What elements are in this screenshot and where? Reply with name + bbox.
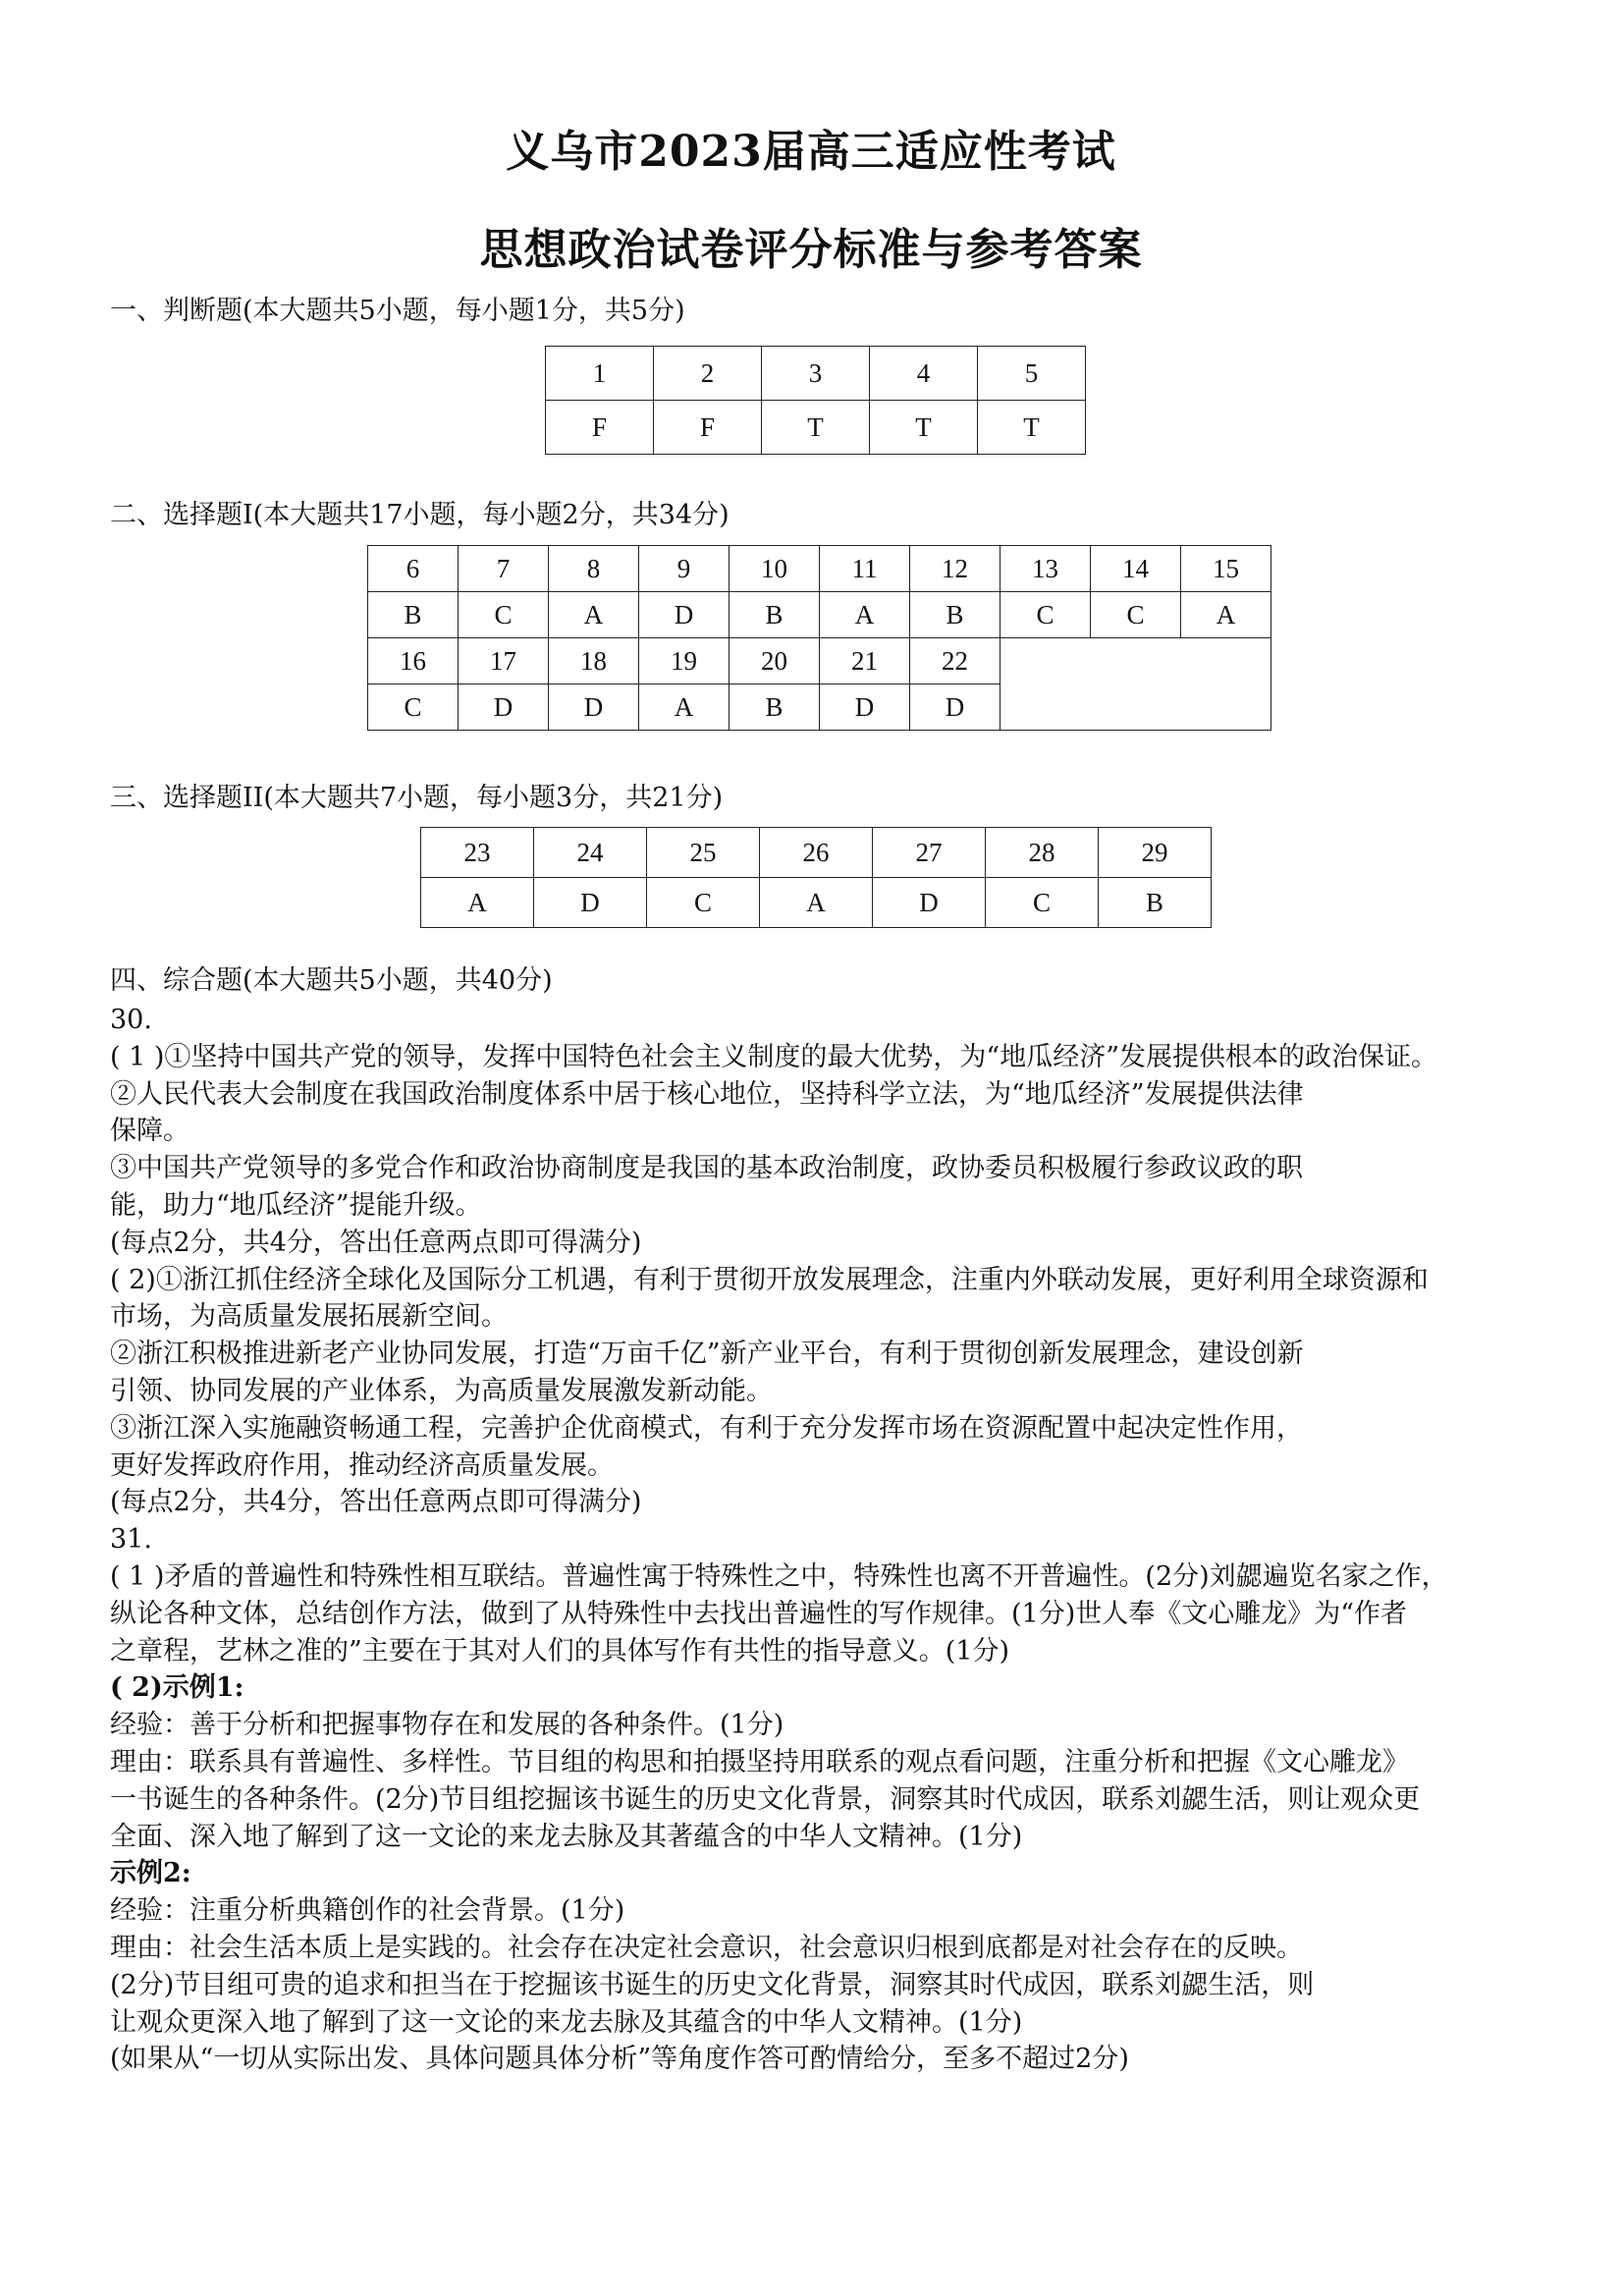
answer-line: 纵论各种文体，总结创作方法，做到了从特殊性中去找出普遍性的写作规律。(1分)世人奉《文心雕龙》为“作者 xyxy=(110,1598,1408,1629)
answer-line: ②人民代表大会制度在我国政治制度体系中居于核心地位，坚持科学立法，为“地瓜经济”发展提供法律 xyxy=(110,1078,1304,1110)
answer-line: 一书诞生的各种条件。(2分)节目组挖掘该书诞生的历史文化背景，洞察其时代成因，联系刘勰生活，则让观众更 xyxy=(110,1783,1421,1815)
example-heading: 示例2: xyxy=(110,1858,191,1889)
choice-2-answer-table xyxy=(420,827,1212,928)
question-number: 11 xyxy=(820,546,910,592)
answer-cell: A xyxy=(549,592,639,638)
answer-cell: T xyxy=(870,401,978,455)
question-number-row xyxy=(421,828,1212,878)
answer-cell: B xyxy=(1099,878,1212,928)
section2-heading: 二、选择题I(本大题共17小题，每小题2分，共34分) xyxy=(110,500,730,530)
question-number: 4 xyxy=(870,347,978,401)
question-number: 12 xyxy=(910,546,1000,592)
answer-cell: T xyxy=(762,401,870,455)
answer-cell: A xyxy=(760,878,873,928)
answer-line: 经验：善于分析和把握事物存在和发展的各种条件。(1分) xyxy=(110,1710,784,1741)
question-number: 6 xyxy=(368,546,459,592)
question-number: 16 xyxy=(368,638,459,684)
question-number: 14 xyxy=(1091,546,1181,592)
answer-cell: C xyxy=(368,684,459,731)
answer-cell: C xyxy=(1000,592,1091,638)
question-number-row xyxy=(546,347,1086,401)
question-number: 19 xyxy=(639,638,730,684)
question-number: 29 xyxy=(1099,828,1212,878)
answer-cell: A xyxy=(421,878,534,928)
question-number: 15 xyxy=(1181,546,1271,592)
question-number: 1 xyxy=(546,347,654,401)
true-false-answer-table xyxy=(545,346,1086,455)
document-subtitle: 思想政治试卷评分标准与参考答案 xyxy=(479,225,1143,275)
answer-cell: B xyxy=(730,592,820,638)
answer-cell: D xyxy=(639,592,730,638)
answer-cell: C xyxy=(459,592,549,638)
answer-cell: A xyxy=(820,592,910,638)
answer-line: ( 1 )①坚持中国共产党的领导，发挥中国特色社会主义制度的最大优势，为“地瓜经济”发展提供根本的政治保证。 xyxy=(110,1041,1438,1072)
answer-line: 让观众更深入地了解到了这一文论的来龙去脉及其蕴含的中华人文精神。(1分) xyxy=(110,2006,1023,2038)
question-number: 13 xyxy=(1000,546,1091,592)
answer-cell: A xyxy=(1181,592,1271,638)
answer-cell: C xyxy=(986,878,1099,928)
answer-cell: B xyxy=(368,592,459,638)
answer-line: ( 1 )矛盾的普遍性和特殊性相互联结。普遍性寓于特殊性之中，特殊性也离不开普遍性。(2分)刘勰遍览名家之作， xyxy=(110,1560,1448,1592)
scoring-note: (如果从“一切从实际出发、具体问题具体分析”等角度作答可酌情给分，至多不超过2分) xyxy=(110,2044,1129,2075)
question-number-row xyxy=(368,638,1271,684)
answer-cell: F xyxy=(654,401,762,455)
answer-line: ②浙江积极推进新老产业协同发展，打造“万亩千亿”新产业平台，有利于贯彻创新发展理念，建设创新 xyxy=(110,1339,1304,1370)
answer-line: 保障。 xyxy=(110,1116,189,1147)
question-number: 20 xyxy=(730,638,820,684)
answer-cell: D xyxy=(549,684,639,731)
answer-cell: T xyxy=(978,401,1086,455)
question-number: 8 xyxy=(549,546,639,592)
answer-line: 经验：注重分析典籍创作的社会背景。(1分) xyxy=(110,1895,625,1927)
question-number: 28 xyxy=(986,828,1099,878)
question-number: 17 xyxy=(459,638,549,684)
answer-line: 引领、协同发展的产业体系，为高质量发展激发新动能。 xyxy=(110,1375,773,1406)
answer-line: 全面、深入地了解到了这一文论的来龙去脉及其著蕴含的中华人文精神。(1分) xyxy=(110,1821,1023,1852)
answer-cell: D xyxy=(820,684,910,731)
empty-cell xyxy=(1000,638,1271,731)
answer-cell: A xyxy=(639,684,730,731)
answer-line: 之章程，艺林之准的”主要在于其对人们的具体写作有共性的指导意义。(1分) xyxy=(110,1635,1010,1667)
question-number: 7 xyxy=(459,546,549,592)
question-number: 26 xyxy=(760,828,873,878)
answer-line: 能，助力“地瓜经济”提能升级。 xyxy=(110,1189,482,1221)
section4-heading: 四、综合题(本大题共5小题，共40分) xyxy=(110,965,553,996)
answer-cell: F xyxy=(546,401,654,455)
question-number: 3 xyxy=(762,347,870,401)
question-number-row xyxy=(368,546,1271,592)
question-number: 18 xyxy=(549,638,639,684)
answer-line: 理由：社会生活本质上是实践的。社会存在决定社会意识，社会意识归根到底都是对社会存在的反映。 xyxy=(110,1932,1303,1963)
question-number: 9 xyxy=(639,546,730,592)
question-number: 25 xyxy=(647,828,760,878)
scoring-note: (每点2分，共4分，答出任意两点即可得满分) xyxy=(110,1487,642,1518)
answer-line: ③中国共产党领导的多党合作和政治协商制度是我国的基本政治制度，政协委员积极履行参政议政的职 xyxy=(110,1153,1303,1184)
answer-row xyxy=(368,592,1271,638)
answer-row xyxy=(421,878,1212,928)
answer-cell: C xyxy=(1091,592,1181,638)
answer-cell: C xyxy=(647,878,760,928)
question-number-label: 31. xyxy=(110,1524,152,1556)
answer-cell: B xyxy=(910,592,1000,638)
answer-line: (2分)节目组可贵的追求和担当在于挖掘该书诞生的历史文化背景，洞察其时代成因，联系刘勰生活，则 xyxy=(110,1969,1315,2000)
answer-cell: D xyxy=(459,684,549,731)
answer-line: 市场，为高质量发展拓展新空间。 xyxy=(110,1301,508,1333)
question-number: 5 xyxy=(978,347,1086,401)
answer-cell: D xyxy=(873,878,986,928)
question-number: 23 xyxy=(421,828,534,878)
example-heading: ( 2)示例1: xyxy=(110,1672,244,1704)
section1-heading: 一、判断题(本大题共5小题，每小题1分，共5分) xyxy=(110,296,685,326)
answer-cell: D xyxy=(534,878,647,928)
question-number: 10 xyxy=(730,546,820,592)
section3-heading: 三、选择题II(本大题共7小题，每小题3分，共21分) xyxy=(110,783,724,813)
answer-cell: B xyxy=(730,684,820,731)
answer-line: ( 2)①浙江抓住经济全球化及国际分工机遇，有利于贯彻开放发展理念，注重内外联动发展，更好利用全球资源和 xyxy=(110,1264,1429,1295)
answer-row xyxy=(546,401,1086,455)
answer-line: 理由：联系具有普遍性、多样性。节目组的构思和拍摄坚持用联系的观点看问题，注重分析和把握《文心雕龙》 xyxy=(110,1746,1409,1777)
question-number: 2 xyxy=(654,347,762,401)
essay-answers xyxy=(110,1002,1534,2078)
scoring-note: (每点2分，共4分，答出任意两点即可得满分) xyxy=(110,1227,642,1258)
question-number: 22 xyxy=(910,638,1000,684)
question-number: 24 xyxy=(534,828,647,878)
answer-line: 更好发挥政府作用，推动经济高质量发展。 xyxy=(110,1449,614,1481)
exam-title: 义乌市2023届高三适应性考试 xyxy=(506,127,1116,177)
question-number-label: 30. xyxy=(110,1005,152,1035)
answer-line: ③浙江深入实施融资畅通工程，完善护企优商模式，有利于充分发挥市场在资源配置中起决定性作用， xyxy=(110,1412,1303,1444)
answer-cell: D xyxy=(910,684,1000,731)
question-number: 27 xyxy=(873,828,986,878)
choice-1-answer-table xyxy=(367,545,1271,731)
question-number: 21 xyxy=(820,638,910,684)
